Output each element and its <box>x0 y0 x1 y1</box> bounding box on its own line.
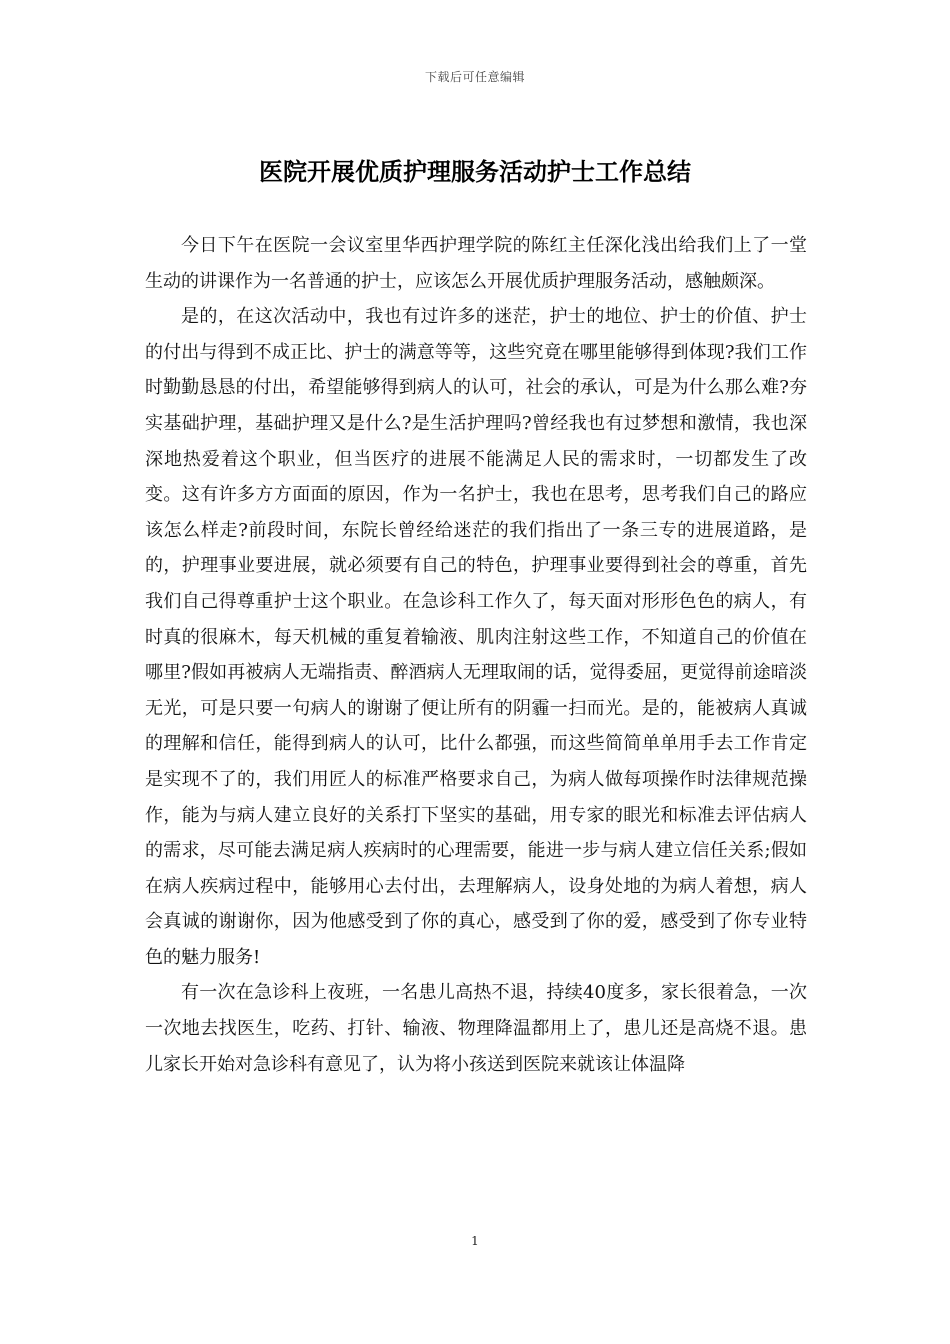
paragraph: 有一次在急诊科上夜班，一名患儿高热不退，持续40度多，家长很着急，一次一次地去找医生，吃药、打针、输液、物理降温都用上了，患儿还是高烧不退。患儿家长开始对急诊科有意见了，认为将小孩送到医院来就该让体温降 <box>145 982 807 1075</box>
document-body <box>145 228 807 1082</box>
paragraph: 今日下午在医院一会议室里华西护理学院的陈红主任深化浅出给我们上了一堂生动的讲课作为一名普通的护士，应该怎么开展优质护理服务活动，感触颇深。 <box>145 235 807 292</box>
document-title: 医院开展优质护理服务活动护士工作总结 <box>259 158 691 186</box>
page-header: 下载后可任意编辑 <box>424 70 525 84</box>
page-number: 1 <box>471 1234 479 1248</box>
paragraph: 是的，在这次活动中，我也有过许多的迷茫，护士的地位、护士的价值、护士的付出与得到不成正比、护士的满意等等，这些究竟在哪里能够得到体现?我们工作时勤勤恳恳的付出，希望能够得到病人的认可，社会的承认，可是为什么那么难?夯实基础护理，基础护理又是什么?是生活护理吗?曾经我也有过梦想和激情，我也深深地热爱着这个职业，但当医疗的进展不能满足人民的需求时，一切都发生了改变。这有许多方方面面的原因，作为一名护士，我也在思考，思考我们自己的路应该怎么样走?前段时间，东院长曾经给迷茫的我们指出了一条三专的进展道路，是的，护理事业要进展，就必须要有自己的特色，护理事业要得到社会的尊重，首先我们自己得尊重护士这个职业。在急诊科工作久了，每天面对形形色色的病人，有时真的很麻木，每天机械的重复着输液、肌肉注射这些工作，不知道自己的价值在哪里?假如再被病人无端指责、醉酒病人无理取闹的话，觉得委屈，更觉得前途暗淡无光，可是只要一句病人的谢谢了便让所有的阴霾一扫而光。是的，能被病人真诚的理解和信任，能得到病人的认可，比什么都强，而这些简简单单用手去工作肯定是实现不了的，我们用匠人的标准严格要求自己，为病人做每项操作时法律规范操作，能为与病人建立良好的关系打下坚实的基础，用专家的眼光和标准去评估病人的需求，尽可能去满足病人疾病时的心理需要，能进一步与病人建立信任关系;假如在病人疾病过程中，能够用心去付出，去理解病人，设身处地的为病人着想，病人会真诚的谢谢你，因为他感受到了你的真心，感受到了你的爱，感受到了你专业特色的魅力服务! <box>145 306 807 968</box>
